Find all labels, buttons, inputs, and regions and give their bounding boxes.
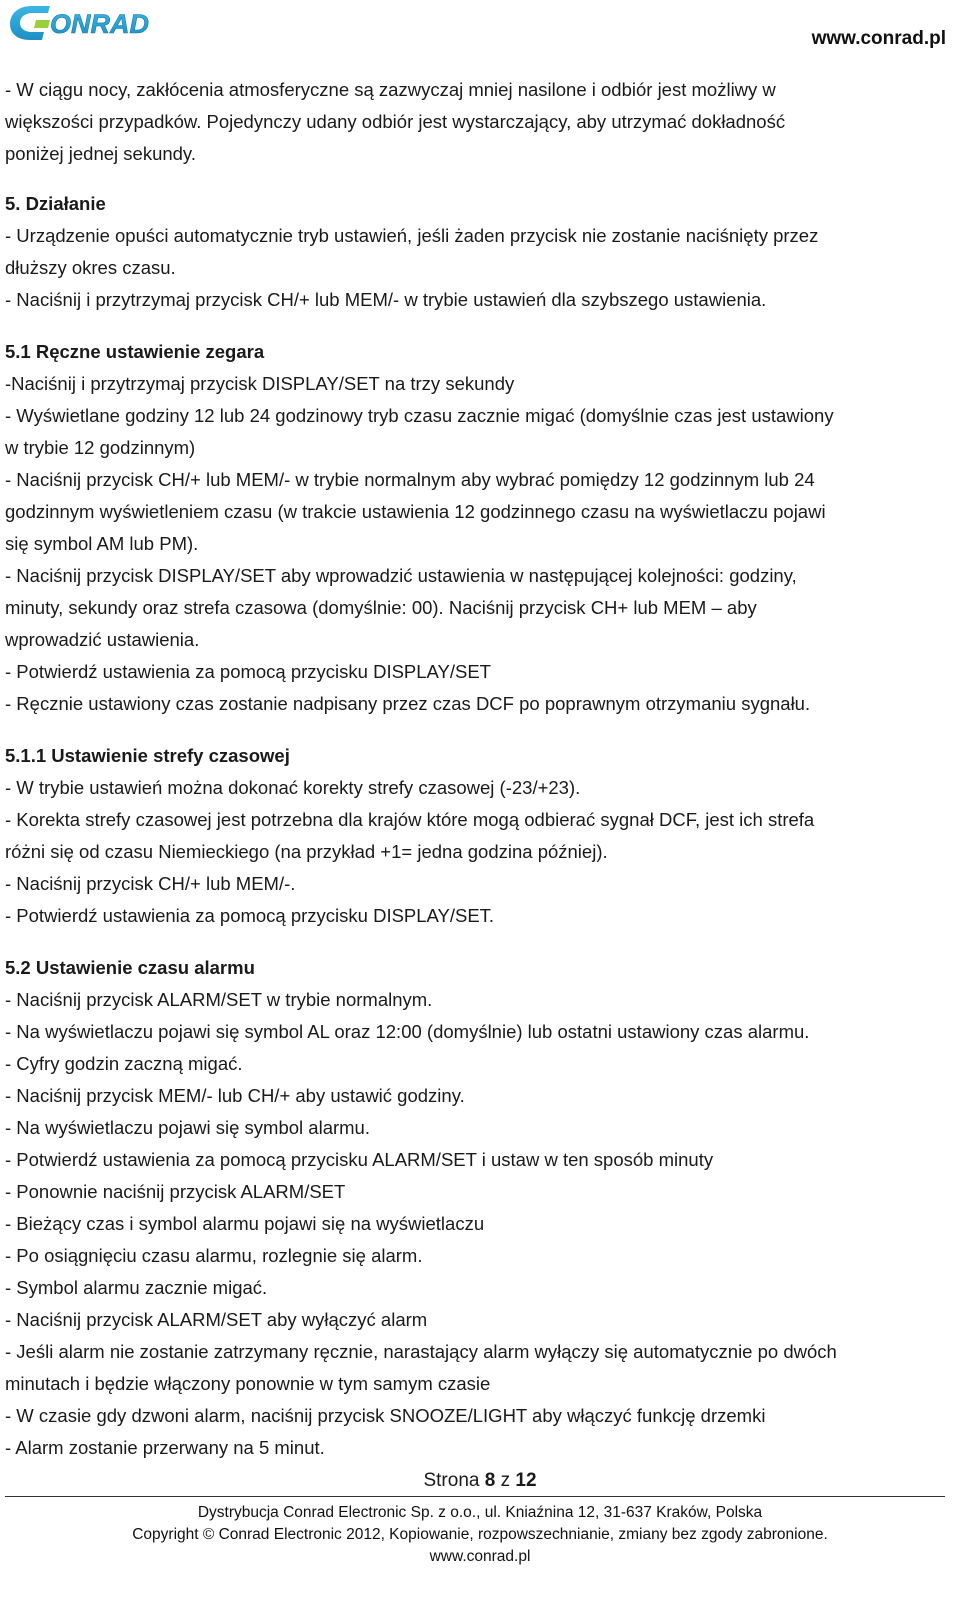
page-number [0,1470,960,1492]
svg-text:ONRAD: ONRAD [50,9,149,39]
text-line: minutach i będzie włączony ponownie w tym samym czasie [5,1373,491,1394]
text-line: - Na wyświetlaczu pojawi się symbol AL oraz 12:00 (domyślnie) lub ostatni ustawiony czas alarmu. [5,1021,810,1042]
section-5-1-1 [5,740,945,932]
text-line: - W ciągu nocy, zakłócenia atmosferyczne są zazwyczaj mniej nasilone i odbiór jest możliwy w [5,79,776,100]
text-line: w trybie 12 godzinnym) [5,437,196,458]
conrad-logo [6,0,166,44]
text-line: - Potwierdź ustawienia za pomocą przycisku DISPLAY/SET. [5,905,495,926]
section-intro [5,74,945,170]
text-line: - Potwierdź ustawienia za pomocą przycisku ALARM/SET i ustaw w ten sposób minuty [5,1149,714,1170]
page-number-total: 12 [515,1470,537,1491]
text-line: - Naciśnij przycisk CH/+ lub MEM/-. [5,873,296,894]
page-number-separator: z [500,1470,511,1491]
text-line: - W trybie ustawień można dokonać korekty strefy czasowej (-23/+23). [5,777,581,798]
footer-divider [5,1496,945,1497]
footer-address: Dystrybucja Conrad Electronic Sp. z o.o., ul. Kniaźnina 12, 31-637 Kraków, Polska [197,1504,763,1521]
page-number-prefix: Strona [423,1470,480,1491]
section-5-1 [5,336,945,720]
text-line: - Naciśnij przycisk MEM/- lub CH/+ aby ustawić godziny. [5,1085,465,1106]
text-line: - Naciśnij przycisk CH/+ lub MEM/- w trybie normalnym aby wybrać pomiędzy 12 godzinnym lub 24 [5,469,815,490]
text-line: dłuższy okres czasu. [5,257,176,278]
section-heading: 5.1 Ręczne ustawienie zegara [5,341,265,362]
site-url: www.conrad.pl [811,28,946,49]
footer [0,1502,960,1568]
text-line: - Naciśnij przycisk DISPLAY/SET aby wprowadzić ustawienia w następującej kolejności: godziny, [5,565,797,586]
text-line: się symbol AM lub PM). [5,533,199,554]
footer-copyright: Copyright © Conrad Electronic 2012, Kopiowanie, rozpowszechnianie, zmiany bez zgody zabronione. [132,1526,828,1543]
page-number-current: 8 [484,1470,496,1491]
section-5-2 [5,952,945,1464]
text-line: poniżej jednej sekundy. [5,143,196,164]
text-line: godzinnym wyświetleniem czasu (w trakcie ustawienia 12 godzinnego czasu na wyświetlaczu pojawi [5,501,826,522]
document-body [5,74,945,1464]
text-line: - Na wyświetlaczu pojawi się symbol alarmu. [5,1117,370,1138]
section-heading: 5.2 Ustawienie czasu alarmu [5,957,255,978]
text-line: - Wyświetlane godziny 12 lub 24 godzinowy tryb czasu zacznie migać (domyślnie czas jest ustawiony [5,405,834,426]
text-line: większości przypadków. Pojedynczy udany odbiór jest wystarczający, aby utrzymać dokładność [5,111,786,132]
text-line: różni się od czasu Niemieckiego (na przykład +1= jedna godzina później). [5,841,608,862]
text-line: - Korekta strefy czasowej jest potrzebna dla krajów które mogą odbierać sygnał DCF, jest ich strefa [5,809,815,830]
section-heading: 5.1.1 Ustawienie strefy czasowej [5,745,290,766]
text-line: - Symbol alarmu zacznie migać. [5,1277,268,1298]
section-heading: 5. Działanie [5,193,106,214]
text-line: - Bieżący czas i symbol alarmu pojawi się na wyświetlaczu [5,1213,485,1234]
section-5 [5,188,945,316]
footer-url[interactable]: www.conrad.pl [429,1548,531,1565]
text-line: - Cyfry godzin zaczną migać. [5,1053,243,1074]
text-line: wprowadzić ustawienia. [5,629,200,650]
text-line: - Naciśnij przycisk ALARM/SET w trybie normalnym. [5,989,433,1010]
text-line: -Naciśnij i przytrzymaj przycisk DISPLAY/SET na trzy sekundy [5,373,515,394]
text-line: - Alarm zostanie przerwany na 5 minut. [5,1437,325,1458]
text-line: - W czasie gdy dzwoni alarm, naciśnij przycisk SNOOZE/LIGHT aby włączyć funkcję drzemki [5,1405,766,1426]
text-line: minuty, sekundy oraz strefa czasowa (domyślnie: 00). Naciśnij przycisk CH+ lub MEM – aby [5,597,757,618]
text-line: - Ręcznie ustawiony czas zostanie nadpisany przez czas DCF po poprawnym otrzymaniu sygnału. [5,693,811,714]
text-line: - Po osiągnięciu czasu alarmu, rozlegnie się alarm. [5,1245,423,1266]
text-line: - Naciśnij przycisk ALARM/SET aby wyłączyć alarm [5,1309,428,1330]
text-line: - Urządzenie opuści automatycznie tryb ustawień, jeśli żaden przycisk nie zostanie naciśnięty przez [5,225,819,246]
text-line: - Ponownie naciśnij przycisk ALARM/SET [5,1181,346,1202]
text-line: - Jeśli alarm nie zostanie zatrzymany ręcznie, narastający alarm wyłączy się automatycznie po dwóch [5,1341,837,1362]
text-line: - Naciśnij i przytrzymaj przycisk CH/+ lub MEM/- w trybie ustawień dla szybszego ustawienia. [5,289,767,310]
text-line: - Potwierdź ustawienia za pomocą przycisku DISPLAY/SET [5,661,491,682]
